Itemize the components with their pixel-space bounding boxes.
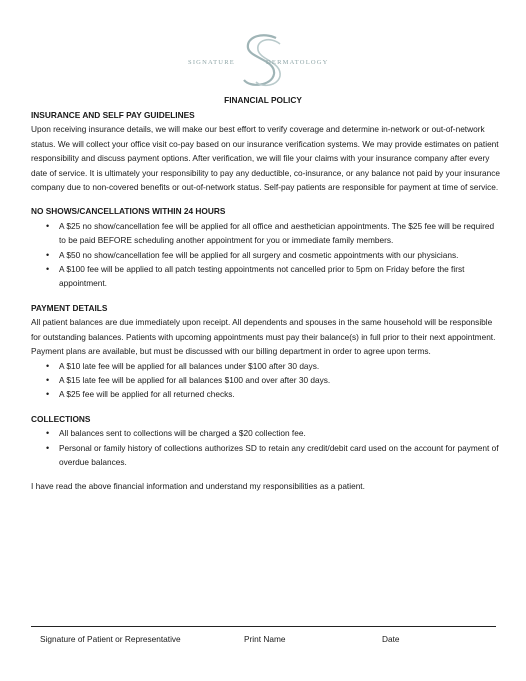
list-item: • A $10 late fee will be applied for all balances under $100 after 30 days. (31, 359, 501, 373)
list-item: • A $15 late fee will be applied for all balances $100 and over after 30 days. (31, 373, 501, 387)
logo-text-right: DERMATOLOGY (266, 59, 329, 66)
logo-text-left: SIGNATURE (188, 59, 235, 66)
payment-section (31, 301, 501, 402)
document-title: FINANCIAL POLICY (224, 95, 302, 105)
list-item: • A $100 fee will be applied to all patch testing appointments not cancelled prior to 5pm on Friday before the first appointment. (31, 262, 501, 291)
collections-section (31, 412, 501, 470)
list-item: • A $25 fee will be applied for all returned checks. (31, 387, 501, 401)
list-item: • Personal or family history of collections authorizes SD to retain any credit/debit card used on the account for payment of overdue balances. (31, 441, 501, 470)
list-item: • A $50 no show/cancellation fee will be applied for all surgery and cosmetic appointments with our physicians. (31, 248, 501, 262)
list-item: • All balances sent to collections will be charged a $20 collection fee. (31, 426, 501, 440)
print-name-label: Print Name (244, 634, 286, 644)
list-item: • A $25 no show/cancellation fee will be applied for all office and aesthetician appointments. The $25 fee will be required to be paid BEFORE scheduling another appointment for you or immediate family members. (31, 219, 501, 248)
signature-line[interactable] (31, 626, 496, 627)
payment-heading: PAYMENT DETAILS (31, 302, 108, 313)
payment-list (31, 359, 501, 402)
signature-label: Signature of Patient or Representative (40, 634, 181, 644)
signature-dermatology-logo (184, 30, 342, 92)
collections-heading: COLLECTIONS (31, 413, 91, 424)
insurance-heading: INSURANCE AND SELF PAY GUIDELINES (31, 110, 195, 120)
policy-content (31, 108, 501, 494)
noshows-heading: NO SHOWS/CANCELLATIONS WITHIN 24 HOURS (31, 206, 226, 217)
insurance-section (31, 108, 501, 194)
payment-body: All patient balances are due immediately upon receipt. All dependents and spouses in the same household will be responsible for outstanding balances. Patients with upcoming appointments must pay their balance(s) in full prior to their next appointment. Payment plans are available, but must be discussed with our billing department in order to agree upon terms. (31, 317, 496, 357)
collections-list (31, 426, 501, 469)
acknowledgement-text: I have read the above financial information and understand my responsibilities as a patient. (31, 481, 365, 492)
insurance-body: Upon receiving insurance details, we will make our best effort to verify coverage and determine in-network or out-of-network status. We will collect your office visit co-pay based on our insurance verification systems. We may provide estimates on patient responsibility and discuss payment options. After verification, we will file your claims with your insurance company after every date of service. It is ultimately your responsibility to pay any deductible, co-insurance, or any balance not paid by your insurance company due to non-covered benefits or out-of-network status. Self-pay patients are responsible for payment at time of service. (31, 124, 501, 193)
date-label: Date (382, 634, 400, 644)
noshows-list (31, 219, 501, 291)
noshows-section (31, 204, 501, 290)
